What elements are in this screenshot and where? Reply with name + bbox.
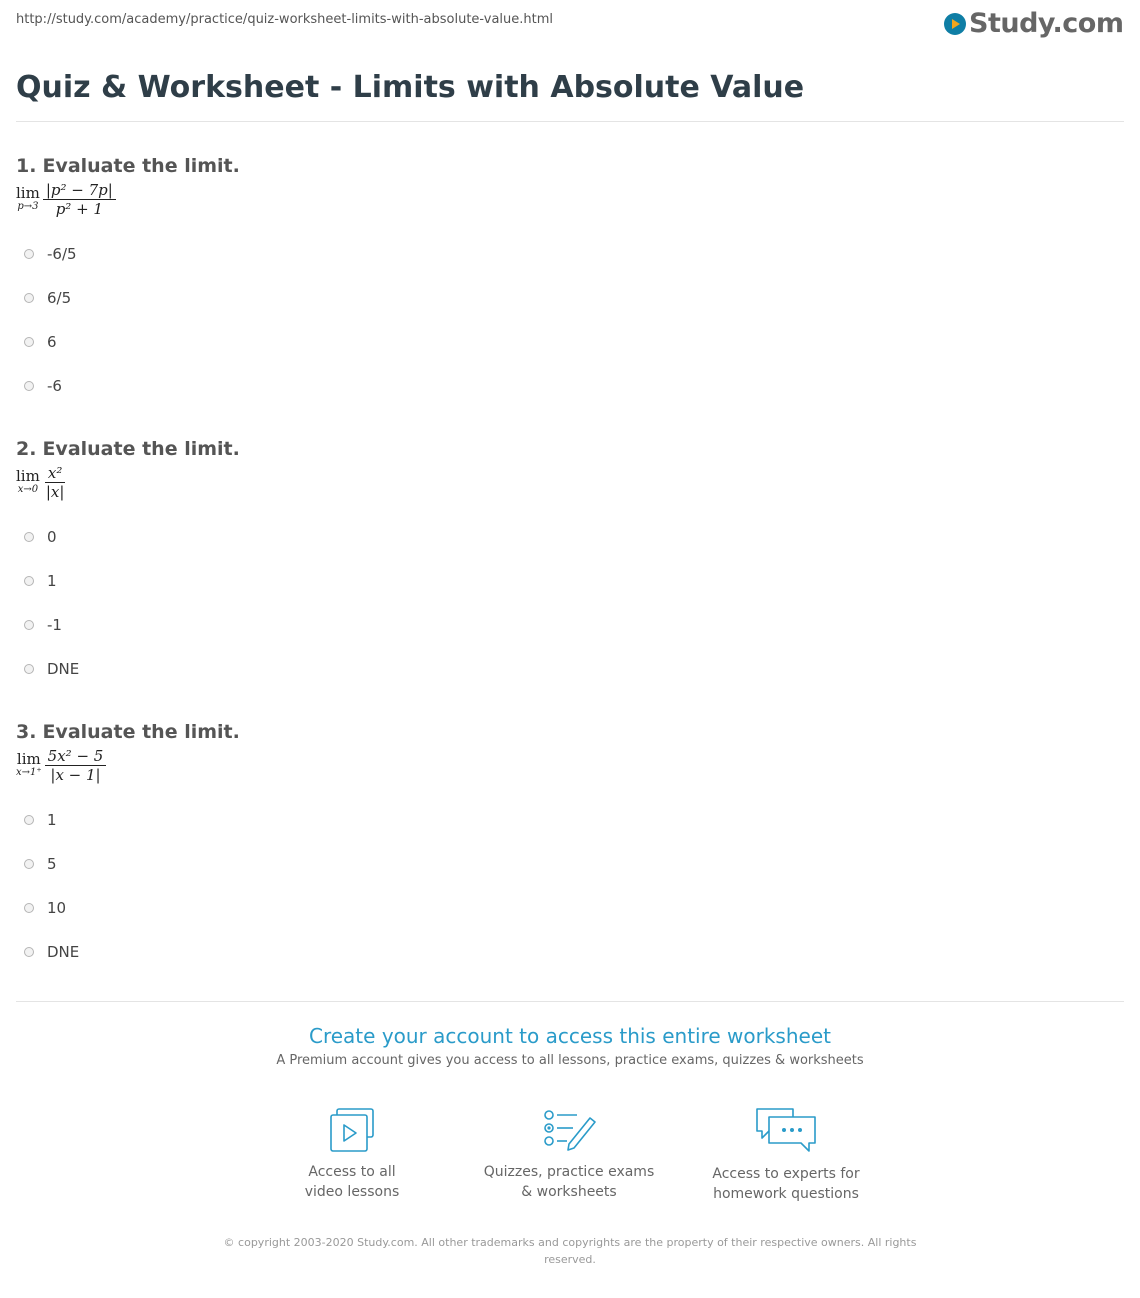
fraction-denominator: |x − 1| <box>50 765 101 784</box>
video-lessons-icon <box>327 1106 377 1154</box>
question-prompt: Evaluate the limit. <box>42 721 240 743</box>
feature-label-line1: Quizzes, practice exams <box>483 1164 655 1180</box>
question-2 <box>16 438 716 691</box>
answer-option[interactable] <box>16 232 716 276</box>
answer-option[interactable] <box>16 276 716 320</box>
signup-cta <box>0 1024 1140 1068</box>
answer-option[interactable] <box>16 930 716 974</box>
option-label: -6/5 <box>47 245 77 263</box>
option-label: -6 <box>47 377 62 395</box>
answer-options <box>16 515 716 691</box>
feature-label-line1: Access to all <box>308 1164 396 1180</box>
title-divider <box>16 121 1124 122</box>
limit-subscript: p→3 <box>17 201 39 212</box>
radio-button[interactable] <box>24 664 34 674</box>
radio-button[interactable] <box>24 859 34 869</box>
radio-button[interactable] <box>24 249 34 259</box>
play-logo-icon <box>944 13 966 35</box>
answer-option[interactable] <box>16 515 716 559</box>
answer-option[interactable] <box>16 320 716 364</box>
question-number: 1. <box>16 155 37 177</box>
question-1 <box>16 155 716 408</box>
question-heading <box>16 438 716 460</box>
answer-options <box>16 798 716 974</box>
option-label: 1 <box>47 811 57 829</box>
radio-button[interactable] <box>24 381 34 391</box>
feature-experts <box>686 1106 886 1204</box>
fraction-numerator: 5x² − 5 <box>45 748 107 766</box>
radio-button[interactable] <box>24 532 34 542</box>
option-label: 6/5 <box>47 289 72 307</box>
feature-video-lessons <box>252 1106 452 1202</box>
fraction-numerator: |p² − 7p| <box>43 182 116 200</box>
radio-button[interactable] <box>24 293 34 303</box>
logo-text: Study.com <box>969 8 1124 39</box>
quiz-checklist-icon <box>541 1106 597 1154</box>
fraction-denominator: |x| <box>45 482 65 501</box>
limit-subscript: x→0 <box>17 484 39 495</box>
feature-quizzes <box>469 1106 669 1202</box>
question-3 <box>16 721 716 974</box>
option-label: DNE <box>47 943 80 961</box>
cta-title[interactable]: Create your account to access this entire worksheet <box>309 1024 831 1048</box>
content-divider <box>16 1001 1124 1002</box>
option-label: 10 <box>47 899 67 917</box>
page-title: Quiz & Worksheet - Limits with Absolute Value <box>16 70 805 105</box>
answer-option[interactable] <box>16 798 716 842</box>
fraction-denominator: p² + 1 <box>55 199 103 218</box>
feature-label-line1: Access to experts for <box>712 1166 860 1182</box>
cta-subtitle: A Premium account gives you access to all lessons, practice exams, quizzes & worksheets <box>276 1053 864 1068</box>
option-label: 5 <box>47 855 57 873</box>
question-prompt: Evaluate the limit. <box>42 155 240 177</box>
radio-button[interactable] <box>24 903 34 913</box>
radio-button[interactable] <box>24 947 34 957</box>
answer-option[interactable] <box>16 603 716 647</box>
answer-option[interactable] <box>16 647 716 691</box>
question-heading <box>16 721 716 743</box>
fraction-numerator: x² <box>45 465 65 483</box>
option-label: -1 <box>47 616 62 634</box>
feature-label-line2: homework questions <box>713 1186 859 1202</box>
radio-button[interactable] <box>24 620 34 630</box>
question-number: 2. <box>16 438 37 460</box>
option-label: 1 <box>47 572 57 590</box>
limit-expression: lim p→3 $\frac{\text{|p² − 7p|}}{\text{p² + 1}}$ <box>16 180 716 218</box>
option-label: 0 <box>47 528 57 546</box>
limit-expression: lim x→0 $\frac{\text{x²}}{|x|}$ <box>16 463 716 501</box>
option-label: DNE <box>47 660 80 678</box>
limit-subscript: x→1⁺ <box>16 767 42 778</box>
copyright-notice: © copyright 2003-2020 Study.com. All other trademarks and copyrights are the property of their respective owners. All rights reserved. <box>223 1236 917 1266</box>
radio-button[interactable] <box>24 576 34 586</box>
page-url: http://study.com/academy/practice/quiz-worksheet-limits-with-absolute-value.html <box>16 12 554 27</box>
answer-option[interactable] <box>16 886 716 930</box>
answer-option[interactable] <box>16 559 716 603</box>
question-number: 3. <box>16 721 37 743</box>
radio-button[interactable] <box>24 337 34 347</box>
answer-options <box>16 232 716 408</box>
answer-option[interactable] <box>16 842 716 886</box>
radio-button[interactable] <box>24 815 34 825</box>
answer-option[interactable] <box>16 364 716 408</box>
question-heading <box>16 155 716 177</box>
study-logo[interactable] <box>944 8 1123 39</box>
question-prompt: Evaluate the limit. <box>42 438 240 460</box>
expert-chat-icon <box>753 1106 819 1156</box>
limit-expression: lim x→1⁺ $\frac{\text{5x² − 5}}{|x - 1|}$ <box>16 746 716 784</box>
feature-label-line2: video lessons <box>304 1184 400 1200</box>
feature-label-line2: & worksheets <box>521 1184 617 1200</box>
option-label: 6 <box>47 333 57 351</box>
